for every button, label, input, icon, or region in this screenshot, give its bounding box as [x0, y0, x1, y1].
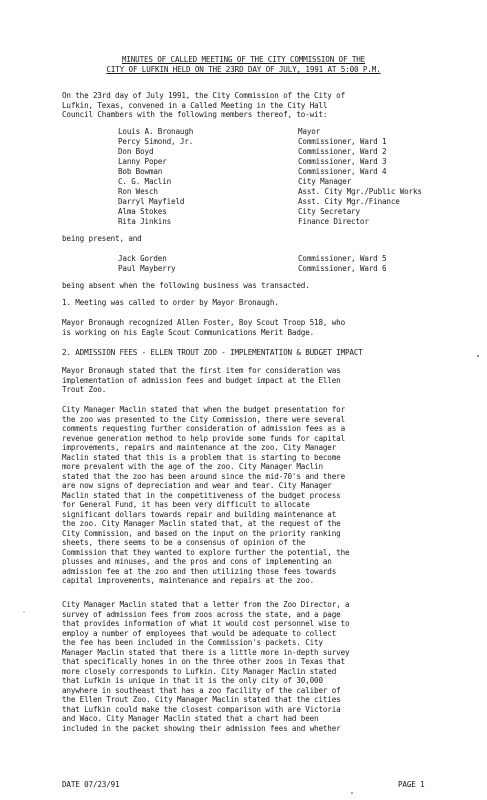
agenda-item-2-heading: 2. ADMISSION FEES - ELLEN TROUT ZOO - IMPLEMENTATION & BUDGET IMPACT — [62, 348, 363, 357]
member-name: Bob Bowman — [118, 167, 163, 176]
member-title: City Manager — [298, 177, 352, 186]
footer-page-number: PAGE 1 — [398, 780, 425, 789]
member-title: Commissioner, Ward 2 — [298, 147, 387, 156]
member-name: C. G. Maclin — [118, 177, 172, 186]
recognition-paragraph: Mayor Bronaugh recognized Allen Foster, Boy Scout Troop 518, who is working on his Eagle Scout Communications Merit Badge. — [62, 318, 345, 337]
member-title: Commissioner, Ward 4 — [298, 167, 387, 176]
member-title: Commissioner, Ward 3 — [298, 157, 387, 166]
member-title: City Secretary — [298, 207, 360, 216]
member-title: Mayor — [298, 127, 321, 136]
being-absent-text: being absent when the following business was transacted. — [62, 281, 310, 290]
member-name: Lanny Poper — [118, 157, 167, 166]
minutes-title-line-2: CITY OF LUFKIN HELD ON THE 23RD DAY OF JULY, 1991 AT 5:00 P.M. — [106, 65, 381, 74]
member-name: Darryl Mayfield — [118, 197, 185, 206]
member-name: Louis A. Bronaugh — [118, 127, 194, 136]
budget-paragraph: City Manager Maclin stated that when the budget presentation for the zoo was presented to the City Commission, there were several comments requesting further consideration of admission fees as a revenue generation method to help provide some funds for capital improvements, repairs and maintenance at the zoo. City Manager Maclin stated that this is a problem that is starting to become more prevalent with the age of the zoo. City Manager Maclin stated that the zoo has been around since the mid-70's and there are now signs of depreciation and wear and tear. City Manager Maclin stated that in the competitiveness of the budget process for General Fund, it has been very difficult to allocate significant dollars towards repair and building maintenance at the zoo. City Manager Maclin stated that, at the request of the City Commission, and based on the input on the priority ranking sheets, there seems to be a consensus of opinion of the Commission that they wanted to explore further the potential, the plusses and minuses, and the pros and cons of implementing an admission fee at the zoo and then utilizing those fees towards capital improvements, maintenance and repairs at the zoo. — [62, 405, 350, 585]
member-title: Asst. City Mgr./Finance — [298, 197, 400, 206]
member-name: Don Boyd — [118, 147, 154, 156]
letter-paragraph: City Manager Maclin stated that a letter from the Zoo Director, a survey of admission fees from zoos across the state, and a page that provides information of what it would cost personnel wise to employ a number of employees that would be adequate to collect the fee has been included in the Commission's packets. City Manager Maclin stated that there is a little more in-depth survey that specifically hones in on the three other zoos in Texas that more closely corresponds to Lufkin. City Manager Maclin stated that Lufkin is unique in that it is the only city of 30,000 anywhere in southeast that has a zoo facility of the caliber of the Ellen Trout Zoo. City Manager Maclin stated that the cities that Lufkin could make the closest comparison with are Victoria and Waco. City Manager Maclin stated that a chart had been included in the packet showing their admission fees and whether — [62, 600, 350, 733]
member-title: Commissioner, Ward 6 — [298, 264, 387, 273]
member-name: Jack Gorden — [118, 254, 167, 263]
member-title: Finance Director — [298, 217, 369, 226]
member-name: Percy Simond, Jr. — [118, 137, 194, 146]
member-name: Alma Stokes — [118, 207, 167, 216]
agenda-item-1: 1. Meeting was called to order by Mayor Bronaugh. — [62, 298, 279, 307]
intro-paragraph: On the 23rd day of July 1991, the City Commission of the City of Lufkin, Texas, convened in a Called Meeting in the City Hall Council Chambers with the following members thereof, to-wit: — [62, 91, 345, 119]
member-title: Commissioner, Ward 1 — [298, 137, 387, 146]
member-name: Ron Wesch — [118, 187, 158, 196]
member-name: Rita Jinkins — [118, 217, 172, 226]
member-title: Asst. City Mgr./Public Works — [298, 187, 422, 196]
member-name: Paul Mayberry — [118, 264, 176, 273]
being-present-text: being present, and — [62, 234, 142, 243]
member-title: Commissioner, Ward 5 — [298, 254, 387, 263]
zoo-intro-paragraph: Mayor Bronaugh stated that the first item for consideration was implementation of admission fees and budget impact at the Ellen Trout Zoo. — [62, 366, 341, 394]
minutes-title-line-1: MINUTES OF CALLED MEETING OF THE CITY COMMISSION OF THE — [121, 55, 366, 64]
footer-date: DATE 07/23/91 — [62, 780, 120, 789]
